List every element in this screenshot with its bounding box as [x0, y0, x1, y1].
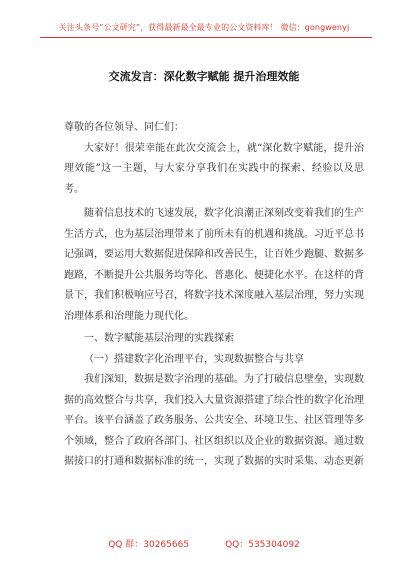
footer-qq-group: QQ 群：30265665 — [108, 540, 190, 550]
paragraph-intro: 大家好！很荣幸能在此次交流会上，就“深化数字赋能，提升治理效能”这一主题，与大家分享我们在实践中的探索、经验以及思考。 — [64, 142, 364, 195]
top-banner: 关注头条号“公文研究”，获得最新最全最专业的公文资料库！ 微信：gongwenyj — [58, 23, 350, 32]
section-heading: 一、数字赋能基层治理的实践探索 — [84, 333, 234, 344]
document-title: 交流发言：深化数字赋能 提升治理效能 — [108, 70, 300, 83]
document-body — [64, 118, 364, 473]
paragraph-background: 随着信息技术的飞速发展，数字化浪潮正深刻改变着我们的生产生活方式，也为基层治理带来了前所未有的机遇和挑战。习近平总书记强调，要运用大数据促进保障和改善民生，让百姓少跑腿、数据多跑路，不断提升公共服务均等化、普惠化、便捷化水平。在这样的背景下，我们积极响应号召，将数字技术深度融入基层治理，努力实现治理体系和治理能力现代化。 — [64, 208, 364, 322]
salutation: 尊敬的各位领导、同仁们： — [64, 122, 184, 133]
subsection-heading: （一）搭建数字化治理平台，实现数据整合与共享 — [84, 353, 304, 365]
section-paragraph: 我们深知，数据是数字治理的基础。为了打破信息壁垒，实现数据的高效整合与共享，我们投入大量资源搭建了综合性的数字化治理平台。该平台涵盖了政务服务、公共安全、环境卫生、社区管理等多个领域，整合了政府各部门、社区组织以及企业的数据资源。通过数据接口的打通和数据标准的统一，实现了数据的实时采集、动态更新 — [64, 374, 364, 467]
footer-contacts — [0, 537, 408, 550]
footer-qq: QQ：535304092 — [225, 540, 300, 550]
header-divider — [40, 37, 372, 38]
